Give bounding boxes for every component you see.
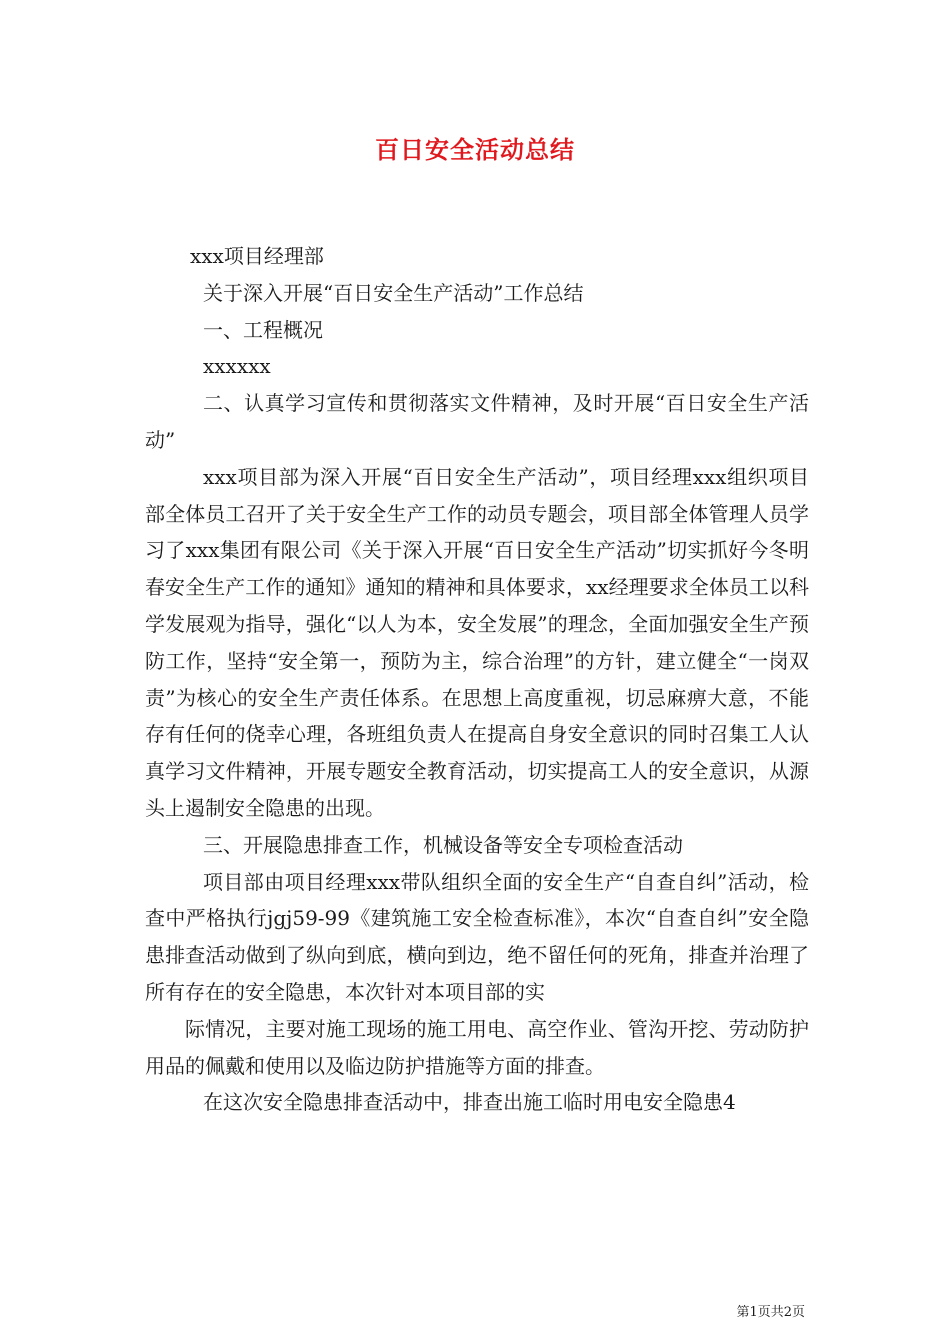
section-heading-3: 三、开展隐患排查工作，机械设备等安全专项检查活动	[203, 832, 683, 857]
document-body	[145, 238, 809, 1121]
paragraph-findings: 在这次安全隐患排查活动中，排查出施工临时用电安全隐患4	[203, 1090, 736, 1115]
section-heading-1: 一、工程概况	[203, 317, 323, 342]
section-heading-2: 二、认真学习宣传和贯彻落实文件精神，及时开展“百日安全生产活动”	[145, 391, 809, 452]
document-title: 百日安全活动总结	[375, 136, 575, 164]
paragraph-subject: 关于深入开展“百日安全生产活动”工作总结	[203, 280, 584, 305]
paragraph-department: xxx项目经理部	[190, 244, 324, 268]
paragraph-inspection-scope: 际情况，主要对施工现场的施工用电、高空作业、管沟开挖、劳动防护用品的佩戴和使用以及临边防护措施等方面的排查。	[145, 1016, 809, 1078]
page-number: 第1页共2页	[736, 1305, 805, 1320]
paragraph-study: xxx项目部为深入开展“百日安全生产活动”，项目经理xxx组织项目部全体员工召开了关于安全生产工作的动员专题会，项目部全体管理人员学习了xxx集团有限公司《关于深入开展“百日安全生产活动”切实抓好今冬明春安全生产工作的通知》通知的精神和具体要求，xx经理要求全体员工以科学发展观为指导，强化“以人为本，安全发展”的理念，全面加强安全生产预防工作，坚持“安全第一，预防为主，综合治理”的方针，建立健全“一岗双责”为核心的安全生产责任体系。在思想上高度重视，切忌麻痹大意，不能存有任何的侥幸心理，各班组负责人在提高自身安全意识的同时召集工人认真学习文件精神，开展专题安全教育活动，切实提高工人的安全意识，从源头上遏制安全隐患的出现。	[145, 464, 809, 820]
paragraph-inspection: 项目部由项目经理xxx带队组织全面的安全生产“自查自纠”活动，检查中严格执行jgj59-99《建筑施工安全检查标准》，本次“自查自纠”安全隐患排查活动做到了纵向到底，横向到边，绝不留任何的死角，排查并治理了所有存在的安全隐患，本次针对本项目部的实	[145, 869, 809, 1004]
paragraph-overview: xxxxxx	[203, 354, 271, 379]
